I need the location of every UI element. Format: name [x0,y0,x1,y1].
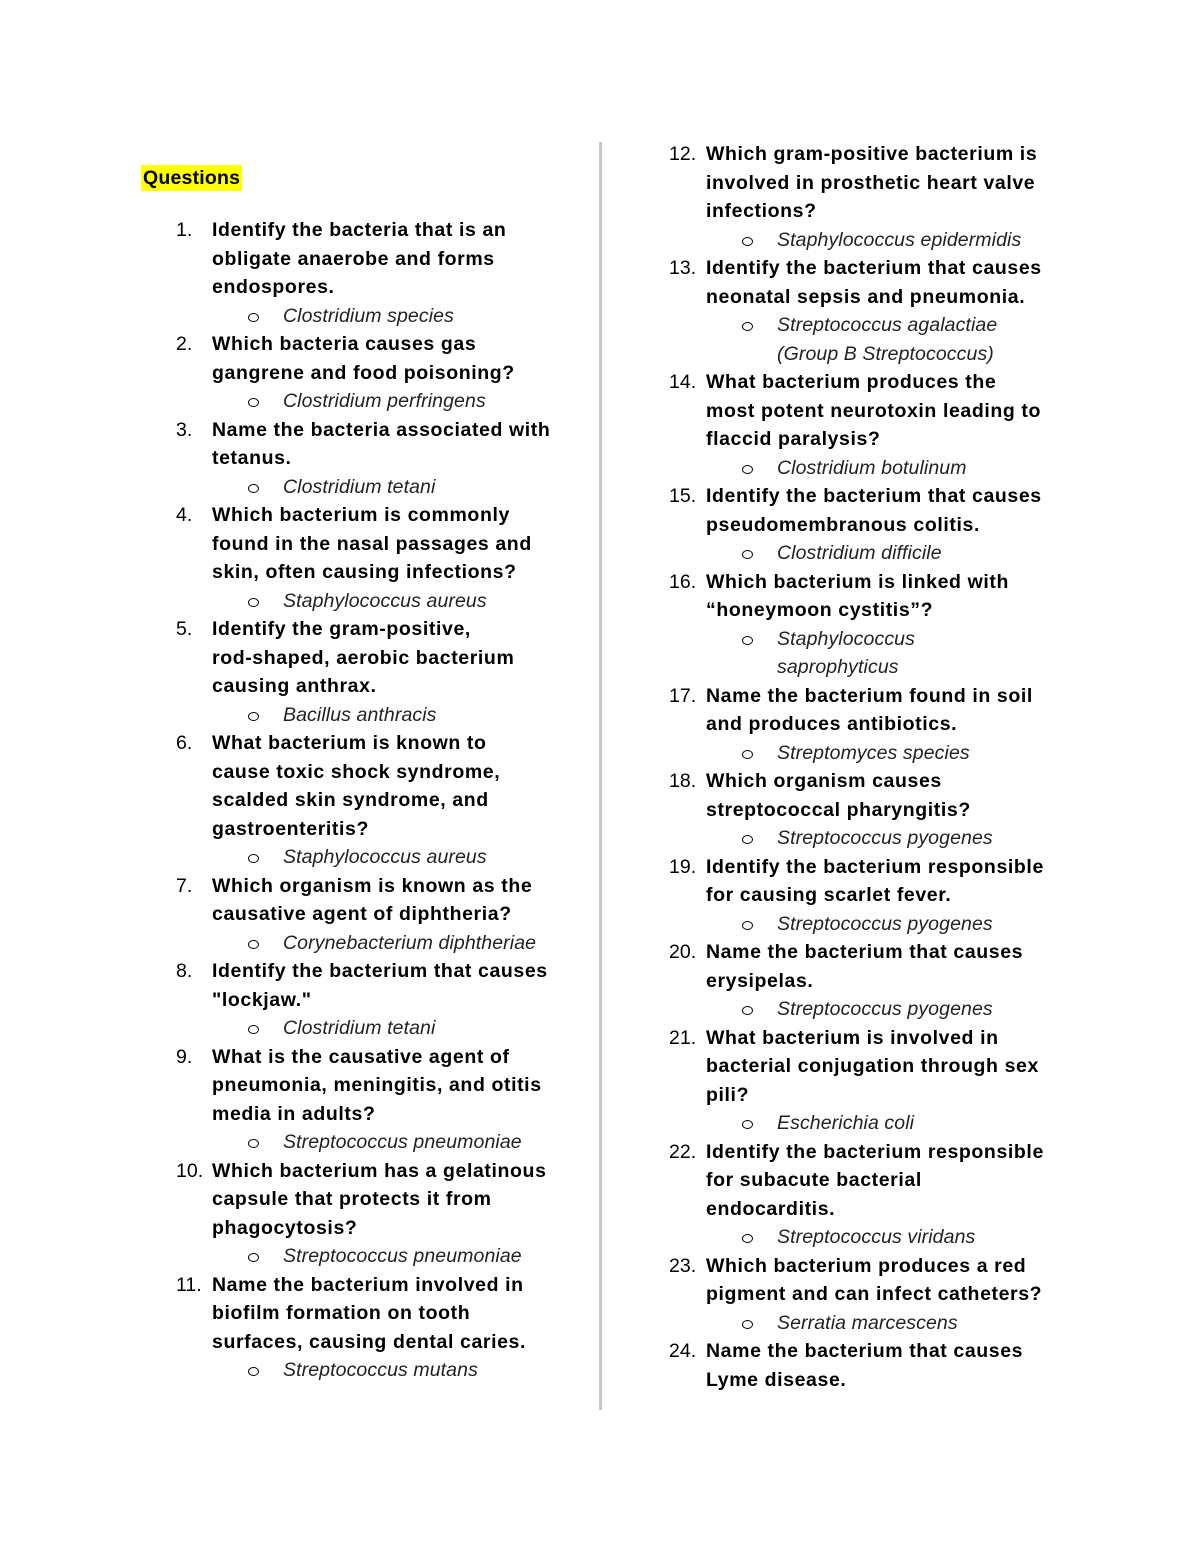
answer-text: Staphylococcus aureus [283,846,487,868]
answer-text: Escherichia coli [777,1112,915,1134]
question-number: 2. [176,333,193,355]
column-divider [599,142,602,1410]
question-number: 3. [176,418,193,441]
question-text-line: neonatal sepsis and pneumonia. [706,285,1026,308]
question-number: 4. [176,504,193,526]
question-text-line: "lockjaw." [212,988,312,1011]
answer-text: Streptococcus pyogenes [777,912,993,935]
question-text-line: Name the bacterium involved in [212,1273,524,1296]
question-text-line: Identify the bacterium responsible [706,855,1044,878]
question-text-line: Which bacterium is linked with [706,570,1009,593]
question-number: 7. [176,874,193,897]
question-number: 5. [176,618,193,640]
answer-bullet-icon [248,313,259,322]
question-text-line: What bacterium produces the [706,371,997,393]
question-number: 10. [176,1159,204,1182]
question-text-line: cause toxic shock syndrome, [212,760,501,783]
answer-bullet-icon [742,1006,753,1015]
answer-text: Staphylococcus aureus [283,589,487,612]
questions-heading: Questions [143,167,241,189]
question-text-line: pseudomembranous colitis. [706,513,980,536]
question-text-line: causative agent of diphtheria? [212,903,512,925]
question-text-line: bacterial conjugation through sex [706,1055,1039,1077]
question-text-line: Identify the gram-positive, [212,618,471,640]
question-text-line: involved in prosthetic heart valve [706,171,1036,194]
question-text-line: pili? [706,1083,750,1106]
answer-text: Staphylococcus epidermidis [777,228,1022,251]
question-number: 6. [176,732,193,754]
question-text-line: erysipelas. [706,969,814,992]
answer-bullet-icon [248,712,259,721]
question-text-line: scalded skin syndrome, and [212,789,489,811]
question-number: 8. [176,960,193,982]
question-text-line: biofilm formation on tooth [212,1302,471,1324]
question-text-line: What bacterium is involved in [706,1026,999,1049]
question-text-line: media in adults? [212,1102,376,1125]
question-text-line: endospores. [212,276,335,298]
question-text-line: Identify the bacterium that causes [212,960,548,982]
question-text-line: What bacterium is known to [212,732,487,754]
answer-bullet-icon [742,835,753,844]
question-text-line: and produces antibiotics. [706,713,958,735]
answer-bullet-icon [742,1320,753,1329]
question-text-line: causing anthrax. [212,675,377,697]
answer-text: Bacillus anthracis [283,703,437,726]
question-text-line: Which organism causes [706,770,942,792]
question-text-line: Which gram-positive bacterium is [706,143,1038,165]
answer-text: Staphylococcus [777,627,915,650]
question-text-line: Identify the bacterium that causes [706,257,1042,279]
question-number: 13. [669,257,697,279]
question-text-line: Which bacteria causes gas [212,333,477,355]
question-number: 11. [176,1273,202,1296]
answer-bullet-icon [248,1253,259,1262]
question-number: 20. [669,941,697,963]
question-text-line: skin, often causing infections? [212,561,517,583]
question-text-line: Identify the bacterium that causes [706,485,1042,507]
question-text-line: found in the nasal passages and [212,532,532,555]
question-number: 22. [669,1140,697,1163]
question-text-line: Lyme disease. [706,1368,847,1391]
answer-text: Streptococcus mutans [283,1359,478,1381]
answer-bullet-icon [742,1120,753,1129]
answer-bullet-icon [742,750,753,759]
question-number: 16. [669,570,697,593]
answer-text: saprophyticus [777,656,899,678]
answer-text: Streptococcus agalactiae [777,314,998,336]
answer-text: Clostridium tetani [283,475,436,498]
answer-bullet-icon [248,598,259,607]
answer-bullet-icon [248,1367,259,1376]
answer-bullet-icon [248,1025,259,1034]
answer-bullet-icon [742,237,753,246]
answer-bullet-icon [248,1139,259,1148]
question-text-line: flaccid paralysis? [706,428,881,450]
answer-text: Clostridium botulinum [777,456,967,479]
answer-text: Clostridium species [283,304,454,327]
answer-text: Clostridium tetani [283,1017,436,1039]
question-text-line: infections? [706,200,817,222]
answer-text: Streptococcus pneumoniae [283,1131,522,1153]
question-text-line: Which bacterium produces a red [706,1254,1027,1277]
question-text-line: Which bacterium has a gelatinous [212,1159,547,1182]
answer-bullet-icon [248,398,259,407]
question-text-line: pigment and can infect catheters? [706,1283,1043,1305]
question-text-line: endocarditis. [706,1197,836,1220]
question-number: 19. [669,855,697,878]
question-number: 9. [176,1045,193,1068]
question-text-line: Which organism is known as the [212,874,533,897]
answer-bullet-icon [248,484,259,493]
question-text-line: gangrene and food poisoning? [212,361,515,384]
question-number: 24. [669,1340,697,1362]
question-text-line: What is the causative agent of [212,1045,510,1068]
question-text-line: Name the bacterium found in soil [706,684,1033,707]
question-text-line: Name the bacteria associated with [212,418,551,441]
question-text-line: surfaces, causing dental caries. [212,1330,527,1353]
answer-bullet-icon [248,940,259,949]
question-text-line: rod-shaped, aerobic bacterium [212,646,515,669]
question-text-line: for causing scarlet fever. [706,884,952,906]
question-number: 23. [669,1254,697,1277]
question-number: 1. [176,219,193,241]
question-text-line: Name the bacterium that causes [706,1340,1024,1362]
answer-text: Corynebacterium diphtheriae [283,931,537,954]
answer-bullet-icon [742,921,753,930]
question-text-line: Which bacterium is commonly [212,504,510,526]
question-text-line: Identify the bacteria that is an [212,219,507,241]
answer-text: Streptococcus pyogenes [777,827,993,849]
answer-text: Streptomyces species [777,741,970,764]
answer-text: (Group B Streptococcus) [777,342,994,365]
question-text-line: phagocytosis? [212,1216,358,1239]
answer-text: Clostridium difficile [777,542,942,564]
answer-bullet-icon [248,854,259,863]
question-text-line: streptococcal pharyngitis? [706,798,971,821]
question-text-line: pneumonia, meningitis, and otitis [212,1074,542,1096]
question-number: 12. [669,143,697,165]
answer-text: Streptococcus pyogenes [777,998,993,1020]
question-number: 15. [669,485,697,507]
answer-bullet-icon [742,465,753,474]
answer-text: Streptococcus viridans [777,1226,976,1248]
question-text-line: Name the bacterium that causes [706,941,1024,963]
question-text-line: tetanus. [212,447,292,469]
question-text-line: gastroenteritis? [212,817,369,840]
answer-bullet-icon [742,322,753,331]
answer-bullet-icon [742,636,753,645]
question-text-line: “honeymoon cystitis”? [706,599,934,621]
answer-text: Clostridium perfringens [283,390,486,412]
question-number: 17. [669,684,697,707]
question-text-line: for subacute bacterial [706,1169,922,1191]
question-text-line: Identify the bacterium responsible [706,1140,1044,1163]
question-number: 14. [669,371,697,393]
question-number: 21. [669,1026,697,1049]
question-text-line: most potent neurotoxin leading to [706,399,1042,422]
answer-text: Serratia marcescens [777,1311,958,1334]
answer-bullet-icon [742,1234,753,1243]
answer-text: Streptococcus pneumoniae [283,1245,522,1267]
answer-bullet-icon [742,550,753,559]
question-text-line: obligate anaerobe and forms [212,247,495,270]
question-number: 18. [669,770,697,792]
question-text-line: capsule that protects it from [212,1188,492,1210]
